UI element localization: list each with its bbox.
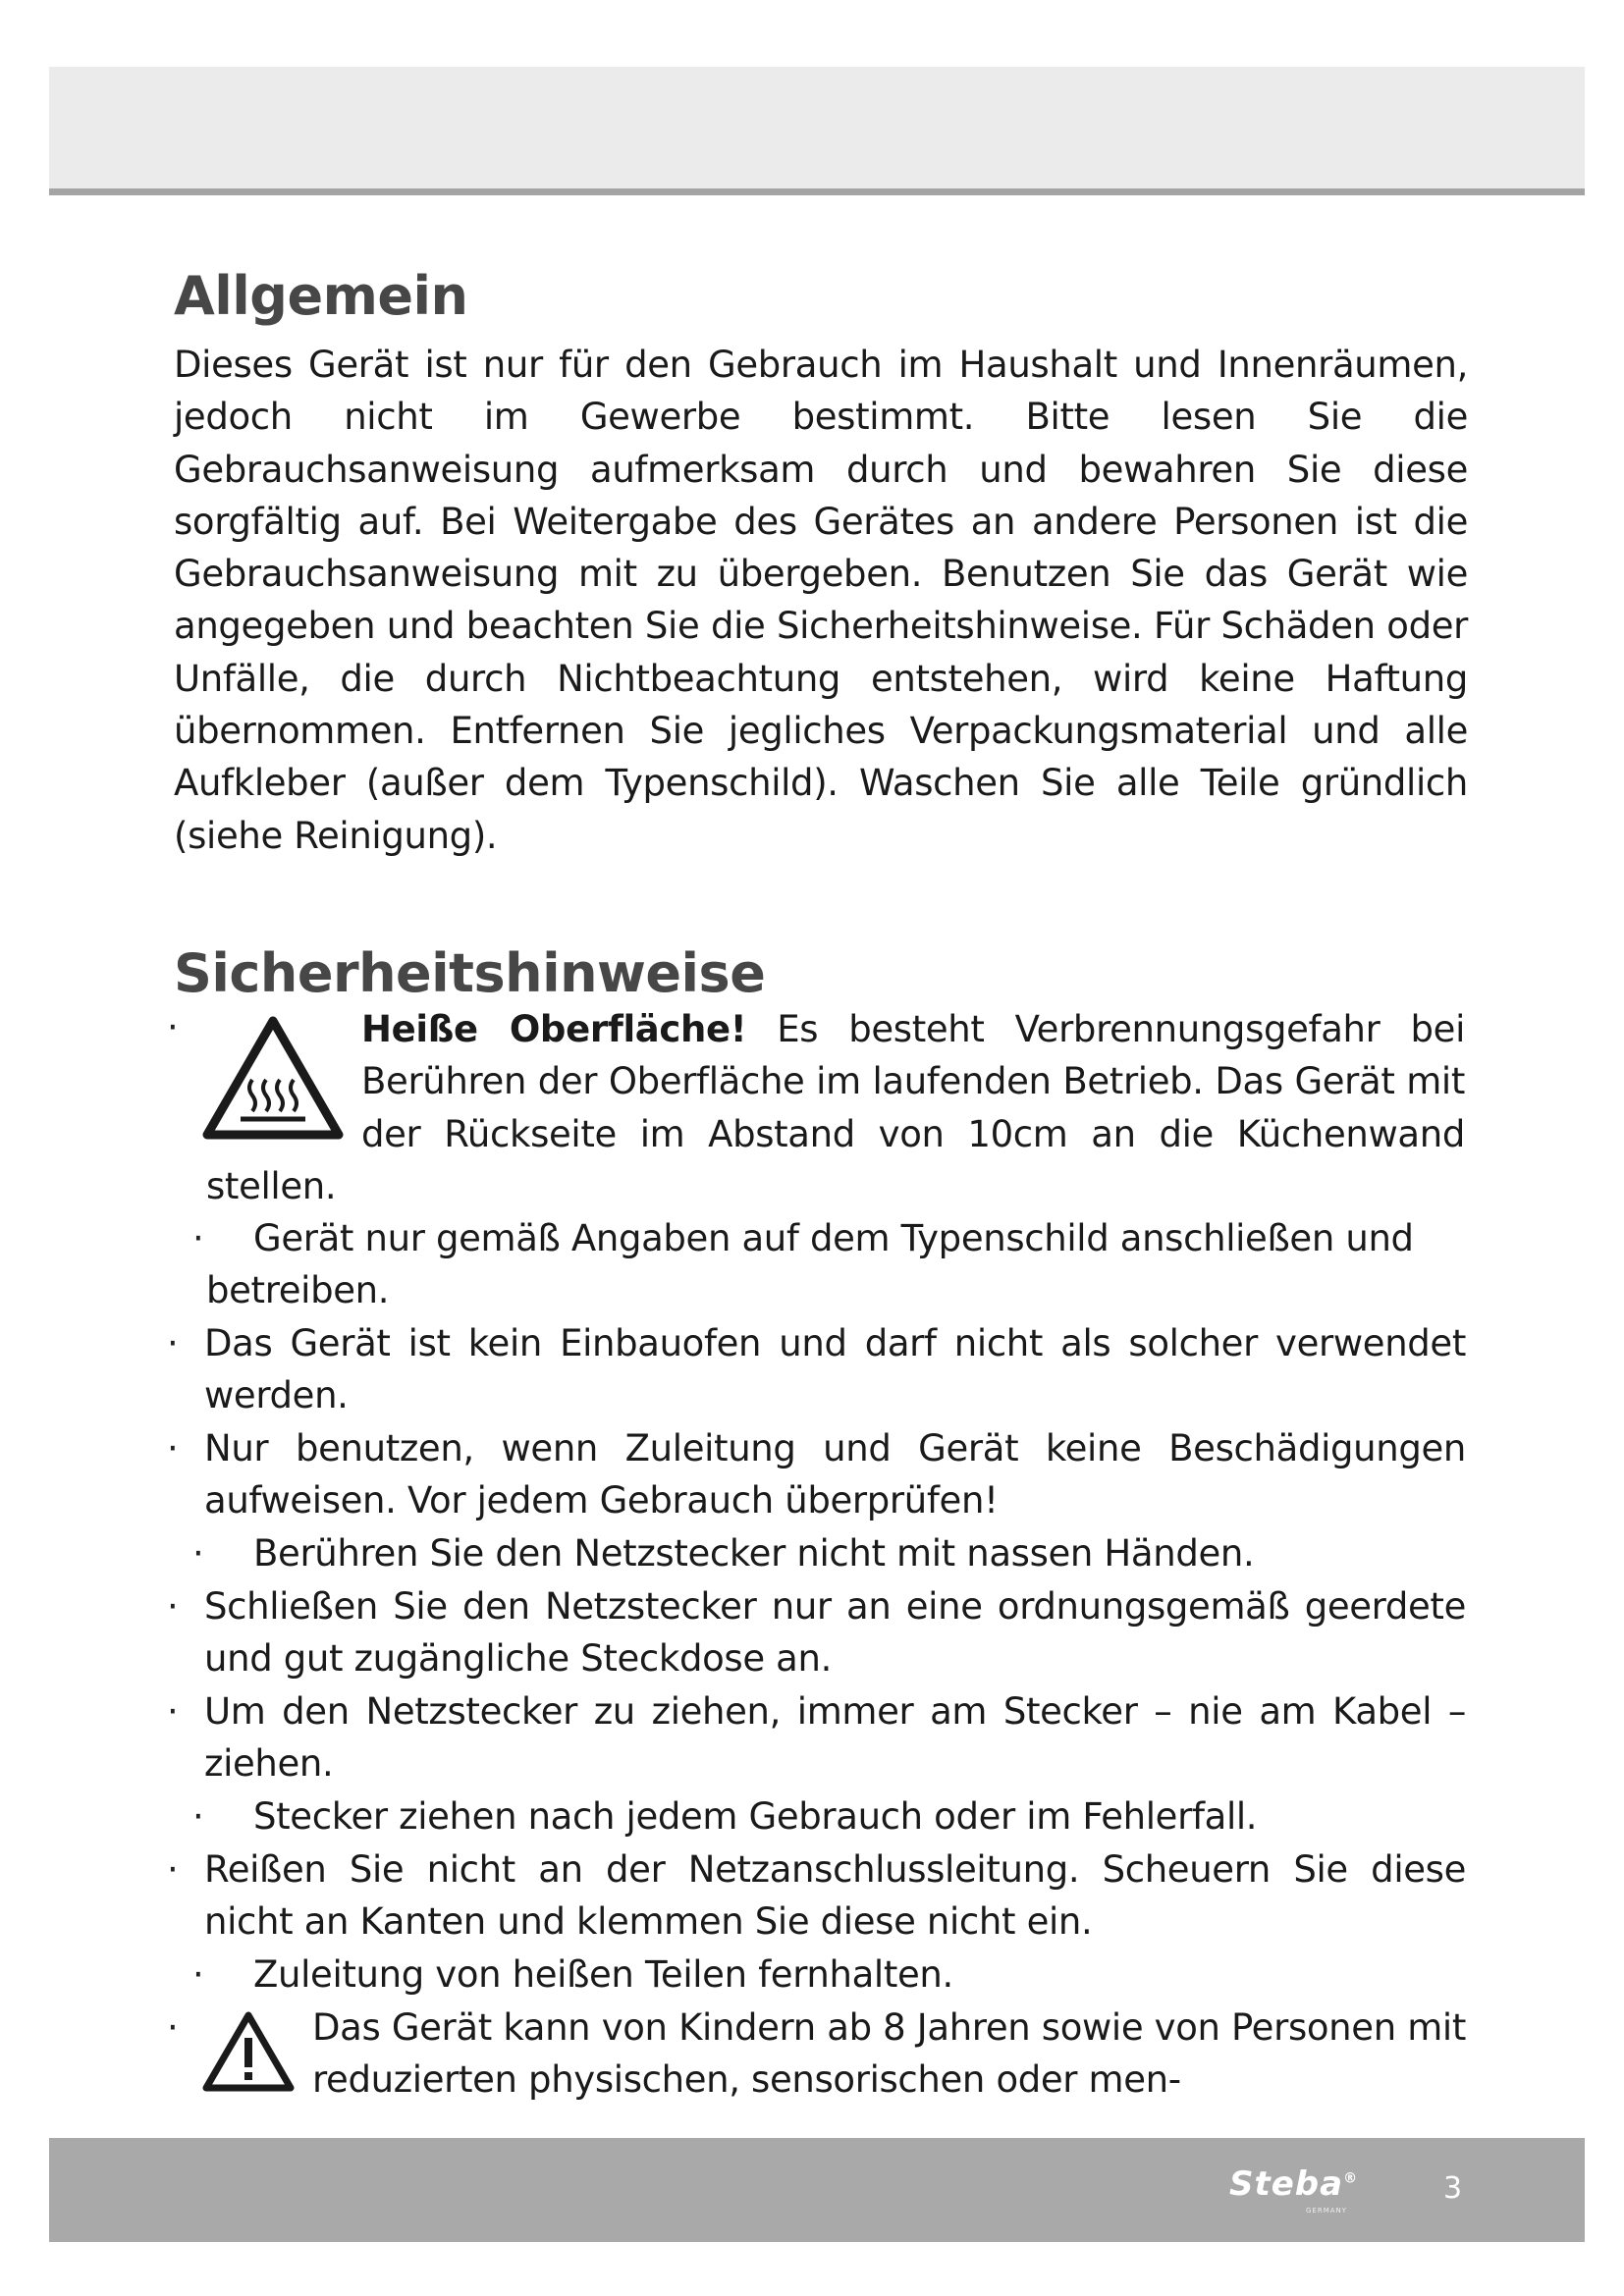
brand-logo: Steba® xyxy=(1229,2164,1359,2204)
safety-item-heisse-teile: Zuleitung von heißen Teilen fernhalten. xyxy=(253,1953,953,1996)
bullet-dot: · xyxy=(167,2006,179,2049)
safety-item-kinder: Das Gerät kann von Kindern ab 8 Jahren sowie von Personen mit reduzierten physischen, sensorischen oder men- xyxy=(312,2006,1466,2102)
safety-item-netzanschlussleitung: Reißen Sie nicht an der Netzanschlussleitung. Scheuern Sie diese nicht an Kanten und klemmen Sie diese nicht ein. xyxy=(204,1848,1466,1944)
brand-subline: GERMANY xyxy=(1306,2207,1348,2215)
page-number: 3 xyxy=(1443,2171,1463,2206)
safety-item-stecker-ziehen: Um den Netzstecker zu ziehen, immer am Stecker – nie am Kabel – ziehen. xyxy=(204,1690,1466,1786)
bullet-dot: · xyxy=(192,1532,204,1575)
allgemein-paragraph: Dieses Gerät ist nur für den Gebrauch im Haushalt und Innenräumen, jedoch nicht im Gewerbe bestimmt. Bitte lesen Sie die Gebrauchsanweisung aufmerksam durch und bewahren Sie diese sorgfältig auf. Bei Weitergabe des Gerätes an andere Personen ist die Gebrauchsanweisung mit zu übergeben. Benutzen Sie das Gerät wie angegeben und beachten Sie die Sicherheitshinweise. Für Schäden oder Unfälle, die durch Nichtbeachtung entstehen, wird keine Haftung übernommen. Entfernen Sie jegliches Verpackungsmaterial und alle Aufkleber (außer dem Typenschild). Waschen Sie alle Teile gründlich (siehe Reinigung). xyxy=(174,344,1468,857)
header-bar xyxy=(49,67,1585,195)
brand-name: Steba xyxy=(1229,2164,1344,2204)
safety-item-fehlerfall: Stecker ziehen nach jedem Gebrauch oder im Fehlerfall. xyxy=(253,1795,1258,1838)
bullet-dot: · xyxy=(167,1427,179,1469)
bullet-dot: · xyxy=(192,1953,204,1996)
general-warning-icon xyxy=(201,2010,296,2093)
safety-item-steckdose: Schließen Sie den Netzstecker nur an eine ordnungsgemäß geerdete und gut zugängliche Steckdose an. xyxy=(204,1585,1466,1681)
bullet-dot: · xyxy=(167,1006,179,1048)
bullet-dot: · xyxy=(167,1848,179,1891)
bullet-dot: · xyxy=(192,1795,204,1838)
safety-item-beschaedigungen: Nur benutzen, wenn Zuleitung und Gerät keine Beschädigungen aufweisen. Vor jedem Gebrauch überprüfen! xyxy=(204,1427,1466,1522)
bullet-dot: · xyxy=(167,1585,179,1628)
bullet-dot: · xyxy=(167,1690,179,1733)
bullet-dot: · xyxy=(192,1217,204,1259)
section-title-sicherheitshinweise: Sicherheitshinweise xyxy=(174,942,766,1004)
bullet-dot: · xyxy=(167,1322,179,1364)
icon-spacer xyxy=(206,1003,361,1158)
hot-surface-text: Es besteht Verbrennungsgefahr bei Berühren der Oberfläche im laufenden Betrieb. Das Gerät mit der Rückseite im Abstand von 10cm an die Küchenwand stellen. xyxy=(206,1008,1466,1207)
safety-item-nasse-haende: Berühren Sie den Netzstecker nicht mit nassen Händen. xyxy=(253,1532,1255,1575)
safety-item-typenschild: Gerät nur gemäß Angaben auf dem Typenschild anschließen und betreiben. xyxy=(206,1217,1414,1312)
section-title-allgemein: Allgemein xyxy=(174,265,468,327)
hot-surface-heading: Heiße Oberfläche! xyxy=(361,1008,747,1050)
safety-item-einbauofen: Das Gerät ist kein Einbauofen und darf nicht als solcher verwendet werden. xyxy=(204,1322,1466,1417)
safety-item-hot-surface xyxy=(206,1003,1465,1212)
